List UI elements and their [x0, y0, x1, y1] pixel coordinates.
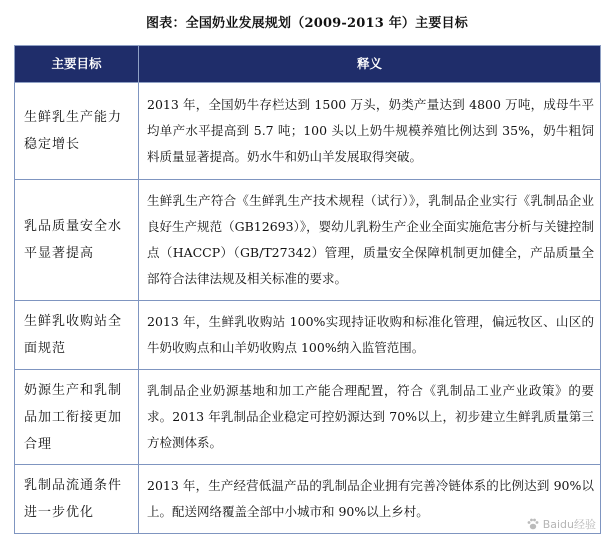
column-header-goal: 主要目标 — [15, 46, 139, 83]
goal-cell: 生鲜乳收购站全面规范 — [15, 301, 139, 370]
description-cell: 生鲜乳生产符合《生鲜乳生产技术规程（试行）》，乳制品企业实行《乳制品企业良好生产规范（GB12693）》，婴幼儿乳粉生产企业全面实施危害分析与关键控制点（HACCP）（GB/T27342）管理，质量安全保障机制更加健全，产品质量全部符合法律法规及相关标准的要求。 — [139, 180, 601, 301]
goal-cell: 乳制品流通条件进一步优化 — [15, 465, 139, 534]
table-header-row — [15, 46, 601, 83]
watermark-text: Baidu经验 — [542, 518, 596, 531]
table-row — [15, 301, 601, 370]
column-header-desc: 释义 — [139, 46, 601, 83]
watermark — [526, 516, 596, 532]
goals-table — [14, 45, 601, 534]
goal-cell: 奶源生产和乳制品加工衔接更加合理 — [15, 370, 139, 465]
table-row — [15, 83, 601, 180]
description-cell: 乳制品企业奶源基地和加工产能合理配置，符合《乳制品工业产业政策》的要求。2013 年乳制品企业稳定可控奶源达到 70%以上，初步建立生鲜乳质量第三方检测体系。 — [139, 370, 601, 465]
goal-cell: 乳品质量安全水平显著提高 — [15, 180, 139, 301]
table-row — [15, 465, 601, 534]
page-title: 图表：全国奶业发展规划（2009-2013 年）主要目标 — [146, 16, 468, 31]
table-row — [15, 180, 601, 301]
description-cell: 2013 年，全国奶牛存栏达到 1500 万头，奶类产量达到 4800 万吨，成母牛平均单产水平提高到 5.7 吨；100 头以上奶牛规模养殖比例达到 35%，奶牛粗饲料质量显著提高。奶水牛和奶山羊发展取得突破。 — [139, 83, 601, 180]
description-cell: 2013 年，生产经营低温产品的乳制品企业拥有完善冷链体系的比例达到 90%以上。配送网络覆盖全部中小城市和 90%以上乡村。 — [139, 465, 601, 534]
paw-icon — [526, 517, 540, 531]
goal-cell: 生鲜乳生产能力稳定增长 — [15, 83, 139, 180]
table-row — [15, 370, 601, 465]
description-cell: 2013 年，生鲜乳收购站 100%实现持证收购和标准化管理，偏远牧区、山区的牛奶收购点和山羊奶收购点 100%纳入监管范围。 — [139, 301, 601, 370]
